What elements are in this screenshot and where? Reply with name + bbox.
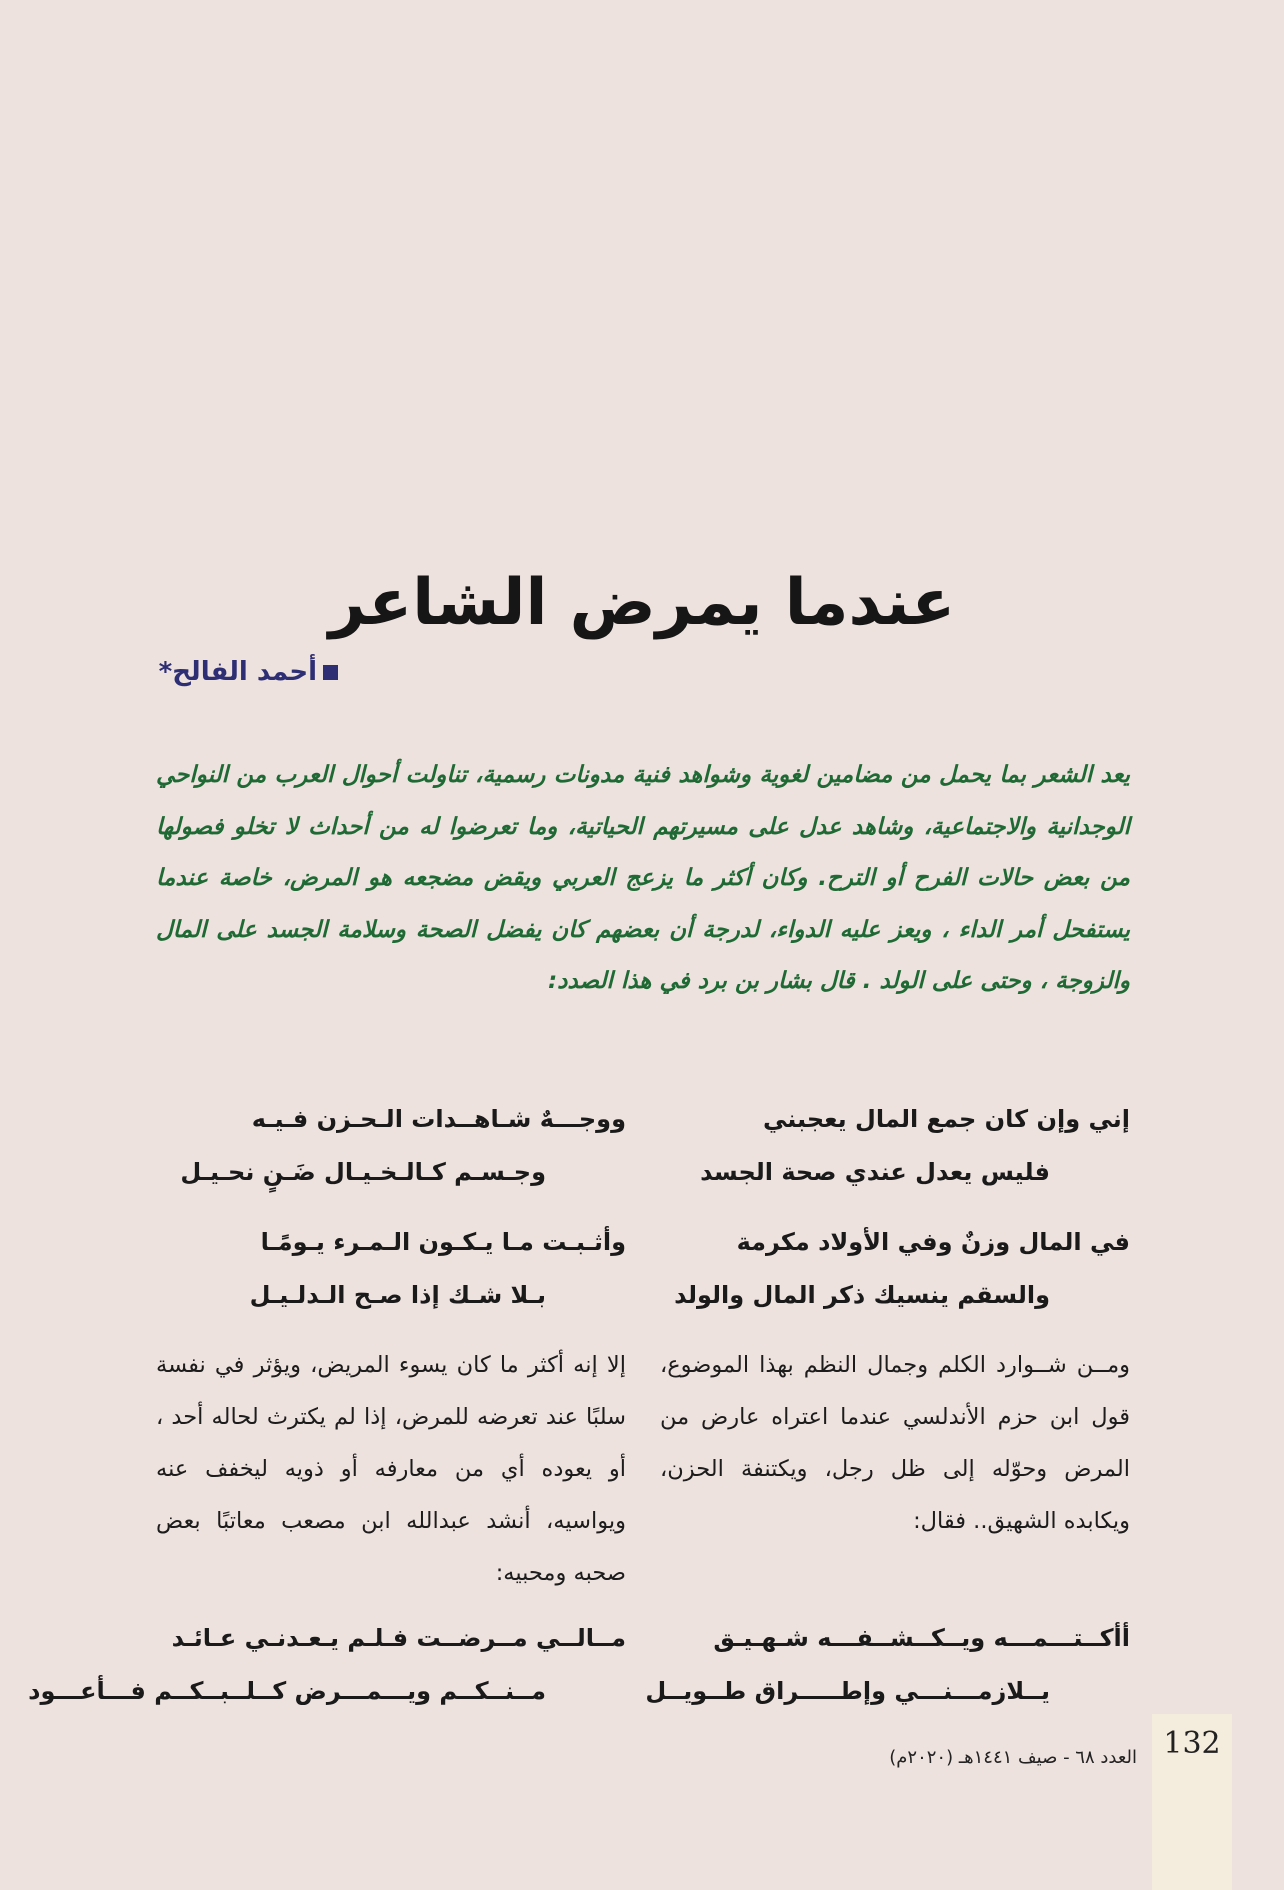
verse-first-hemistich: مــالــي مــرضــت فـلـم يـعـدنـي عـائـد (171, 1624, 626, 1652)
verse-first-hemistich: وأثـبـت مـا يـكـون الـمـرء يـومًـا (260, 1228, 626, 1256)
prose-paragraph-left: إلا إنه أكثر ما كان يسوء المريض، ويؤثر في نفسة سلبًا عند تعرضه للمرض، إذا لم يكترث لحاله أحد ، أو يعوده أي من معارفه أو ذويه ليخفف عنه ويواسيه، أنشد عبدالله ابن مصعب معاتبًا بعض صحبه ومحبيه: (156, 1352, 626, 1586)
page-number: 132 (1163, 1726, 1221, 1761)
verse-first-hemistich: ووجـــهٌ شـاهــدات الـحـزن فـيـه (251, 1105, 626, 1133)
verse-block (660, 1216, 1130, 1322)
verse-second-hemistich: بـلا شـك إذا صـح الـدلـيـل (249, 1281, 546, 1309)
verse-block (28, 1612, 626, 1718)
verse-block (156, 1216, 626, 1322)
verse-block (660, 1093, 1130, 1199)
verse-first-hemistich: إني وإن كان جمع المال يعجبني (762, 1105, 1130, 1133)
author-name: أحمد الفالح* (158, 657, 317, 687)
verse-second-hemistich: مــنــكــم ويـــمـــرض كــلــبــكــم فـــأعـــود (28, 1677, 546, 1705)
verse-first-hemistich: أأكــتـــمـــه ويــكــشــفـــه شـهـيـق (713, 1624, 1130, 1652)
author-line (159, 652, 338, 692)
article-title: عندما يمرض الشاعر (328, 565, 956, 640)
verse-second-hemistich: فليس يعدل عندي صحة الجسد (700, 1158, 1050, 1186)
verse-second-hemistich: والسقم ينسيك ذكر المال والولد (674, 1281, 1050, 1309)
verse-second-hemistich: وجـسـم كـالـخـيـال ضَـنٍ نحـيـل (180, 1158, 546, 1186)
prose-paragraph-right: ومــن شــوارد الكلم وجمال النظم بهذا الموضوع، قول ابن حزم الأندلسي عندما اعتراه عارض من المرض وحوّله إلى ظل رجل، ويكتنفة الحزن، ويكابده الشهيق.. فقال: (660, 1352, 1130, 1534)
issue-info: العدد ٦٨ - صيف ١٤٤١هـ (٢٠٢٠م) (889, 1747, 1137, 1768)
verse-second-hemistich: يــلازمـــنـــي وإطـــــراق طــويــل (645, 1677, 1050, 1705)
verse-first-hemistich: في المال وزنٌ وفي الأولاد مكرمة (736, 1228, 1130, 1256)
square-bullet-icon (323, 665, 338, 680)
verse-block (645, 1612, 1130, 1718)
verse-block (156, 1093, 626, 1199)
intro-paragraph: يعد الشعر بما يحمل من مضامين لغوية وشواهد فنية مدونات رسمية، تناولت أحوال العرب من النواحي الوجدانية والاجتماعية، وشاهد عدل على مسيرتهم الحياتية، وما تعرضوا له من أحداث لا تخلو فصولها من بعض حالات الفرح أو الترح. وكان أكثر ما يزعج العربي ويقض مضجعه هو المرض، خاصة عندما يستفحل أمر الداء ، ويعز عليه الدواء، لدرجة أن بعضهم كان يفضل الصحة وسلامة الجسد على المال والزوجة ، وحتى على الولد . قال بشار بن برد في هذا الصدد: (156, 762, 1130, 994)
